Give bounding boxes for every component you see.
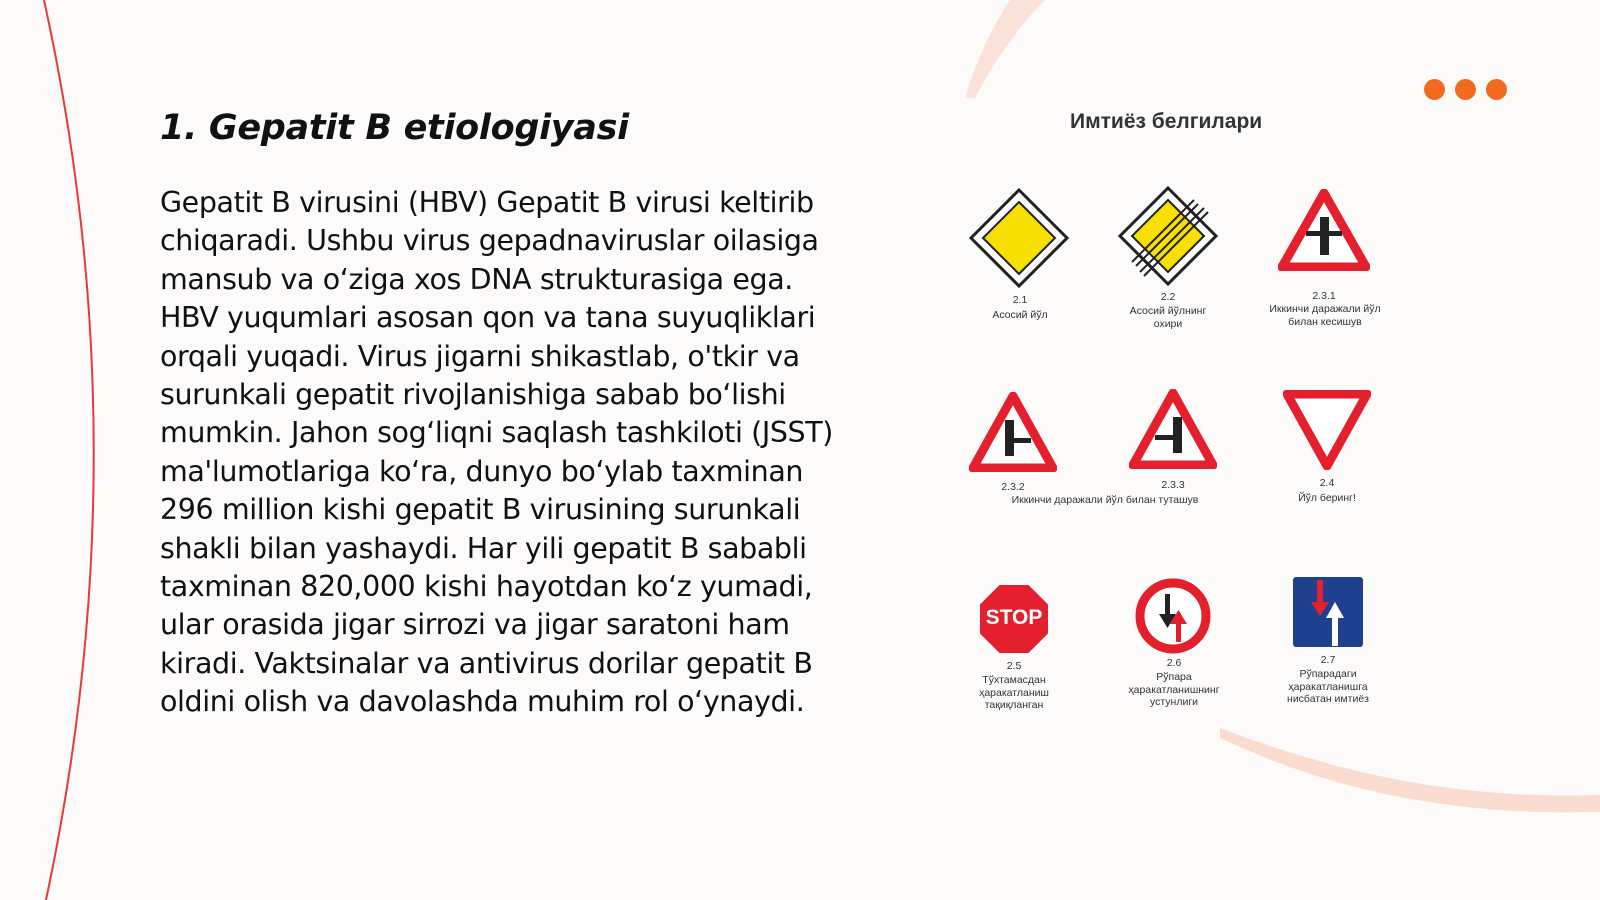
sign-2-5-label: Тўхтамасдан ҳаракатланиш тақиқланган [979,674,1049,711]
left-curve-line [44,0,94,900]
orange-dot-2 [1455,79,1476,100]
sign-2-3-1-label: Иккинчи даражали йўл билан кесишув [1269,303,1381,328]
sign-2-7-label: Рўпарадаги ҳаракатланишга нисбатан имтиёз [1287,668,1369,705]
slide-title: 1. Gepatit B etiologiyasi [160,108,629,148]
top-right-swoosh [965,0,1045,98]
oncoming-priority-sign-icon [1135,578,1211,654]
sign-2-6-label: Рўпара ҳаракатланишнинг устунлиги [1128,671,1220,708]
signs-panel-title: Имтиёз белгилари [1070,110,1263,133]
menu-dots [1424,79,1507,100]
junction-right-sign-icon [969,392,1057,472]
stop-sign-text: STOP [985,606,1043,629]
end-of-main-road-sign-icon [1118,186,1218,286]
junction-left-sign-icon [1129,389,1217,469]
orange-dot-3 [1486,79,1507,100]
sign-2-3-1-number: 2.3.1 [1312,290,1336,302]
sign-2-3-2-number: 2.3.2 [1001,481,1025,493]
orange-dot-1 [1424,79,1445,100]
sign-2-5-number: 2.5 [1006,660,1022,672]
give-way-sign-icon [1283,390,1371,470]
stop-sign-icon [978,583,1050,655]
priority-over-oncoming-sign-icon [1292,576,1364,648]
slide-body-text: Gepatit B virusini (HBV) Gepatit B virusi keltirib chiqaradi. Ushbu virus gepadnaviruslar oilasiga mansub va o‘ziga xos DNA strukturasiga ega. HBV yuqumlari asosan qon va tana suyuqliklari orqali yuqadi. Virus jigarni shikastlab, o'tkir va surunkali gepatit rivojlanishiga sabab bo‘lishi mumkin. Jahon sog‘liqni saqlash tashkiloti (JSST) ma'lumotlariga ko‘ra, dunyo bo‘ylab taxminan 296 million kishi gepatit B virusining surunkali shakli bilan yashaydi. Har yili gepatit B sababli taxminan 820,000 kishi hayotdan ko‘z yumadi, ular orasida jigar sirrozi va jigar saratoni ham kiradi. Vaktsinalar va antivirus dorilar gepatit B oldini olish va davolashda muhim rol o‘ynaydi. [160,186,833,719]
sign-2-4-label: Йўл беринг! [1298,492,1356,504]
sign-2-3-3-number: 2.3.3 [1161,479,1185,491]
sign-2-7-number: 2.7 [1320,654,1336,666]
sign-2-1-label: Асосий йўл [992,309,1048,321]
sign-2-4-number: 2.4 [1319,477,1335,489]
sign-2-1-number: 2.1 [1012,294,1028,306]
main-road-sign-icon [969,188,1069,288]
crossroad-secondary-sign-icon [1278,189,1370,271]
sign-2-3-shared-label: Иккинчи даражали йўл билан туташув [1011,494,1199,506]
sign-2-2-label: Асосий йўлнинг охири [1129,305,1207,330]
bottom-right-swoosh [1220,728,1600,812]
sign-2-2-number: 2.2 [1160,291,1176,303]
sign-2-6-number: 2.6 [1166,657,1182,669]
